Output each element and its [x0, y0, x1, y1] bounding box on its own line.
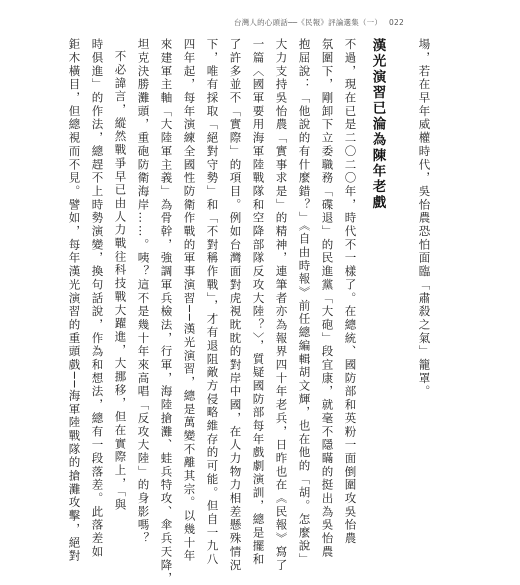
text-column-8: 下，唯有採取「絕對守勢」和「不對稱作戰」，才有退阻敵方侵略維存的可能。但自一九八: [205, 38, 220, 567]
text-column-6: 一篇〈國軍要用海軍陸戰隊和空降部隊反攻大陸？〉，質疑國防部每年戲劇演訓，總是擺和: [251, 38, 266, 567]
text-column-12: 不必諱言，縱然戰爭早已由人力戰往科技戰大躍進，大挪移，但在實際上，「與: [113, 50, 128, 512]
text-column-14: 鉅木橫目，但總視而不見。譬如，每年漢光演習的重頭戲──海軍陸戰隊的搶灘攻擊，絕對: [67, 38, 82, 563]
text-column-3: 氛圍下，剛卸下立委職務「碟退」的民進黨「大砲」段宜康，就毫不隱瞞的挺出為吳怡農: [320, 38, 335, 559]
page-number: 022: [389, 18, 404, 27]
text-column-13: 時俱進」的作法，總趕不上時勢演變，換句話說，作為和想法，總有一段落差。此落差如: [90, 38, 105, 559]
section-heading: 漢光演習已淪為陳年老戲: [369, 38, 386, 211]
text-column-11: 坦克決勝灘頭，重砲防衛海岸……。咦？這不是幾十年來高唱「反攻大陸」的身影嗎？: [136, 38, 151, 546]
text-column-2: 不過，現在已是二〇二〇年，時代不一樣了。在總統、國防部和英粉一面倒圍攻吳怡農: [343, 38, 358, 546]
text-column-1: 場，若在早年威權時代，吳怡農恐怕面臨「肅殺之氣」籠罩。: [417, 38, 432, 399]
text-column-5: 大力支持吳怡農「實事求是」的精神，連筆者亦為報界四十年老兵，日昨也在《民報》寫了: [274, 38, 289, 572]
text-column-9: 四年起，每年演練全國性防衛作戰的軍事演習──漢光演習，總是萬變不離其宗。以幾十年: [182, 38, 197, 563]
text-column-4: 抱屈說：「他說的有什麼錯？」《自由時報》前任總編輯胡文輝，也在他的「胡。怎麼說」: [297, 38, 312, 567]
text-column-10: 來建軍主軸「大陸軍主義」為骨幹，強調軍兵檢法，行軍，海陸搶灘、蛙兵特攻、傘兵天降，: [159, 38, 174, 585]
book-title: 台灣人的心頭話──《民報》評論選集（一）: [234, 18, 383, 27]
text-column-7: 了許多並不「實際」的項目。例如台灣面對虎視眈眈的對岸中國，在人力物力相差懸殊情況: [228, 38, 243, 572]
running-header: [234, 17, 404, 28]
